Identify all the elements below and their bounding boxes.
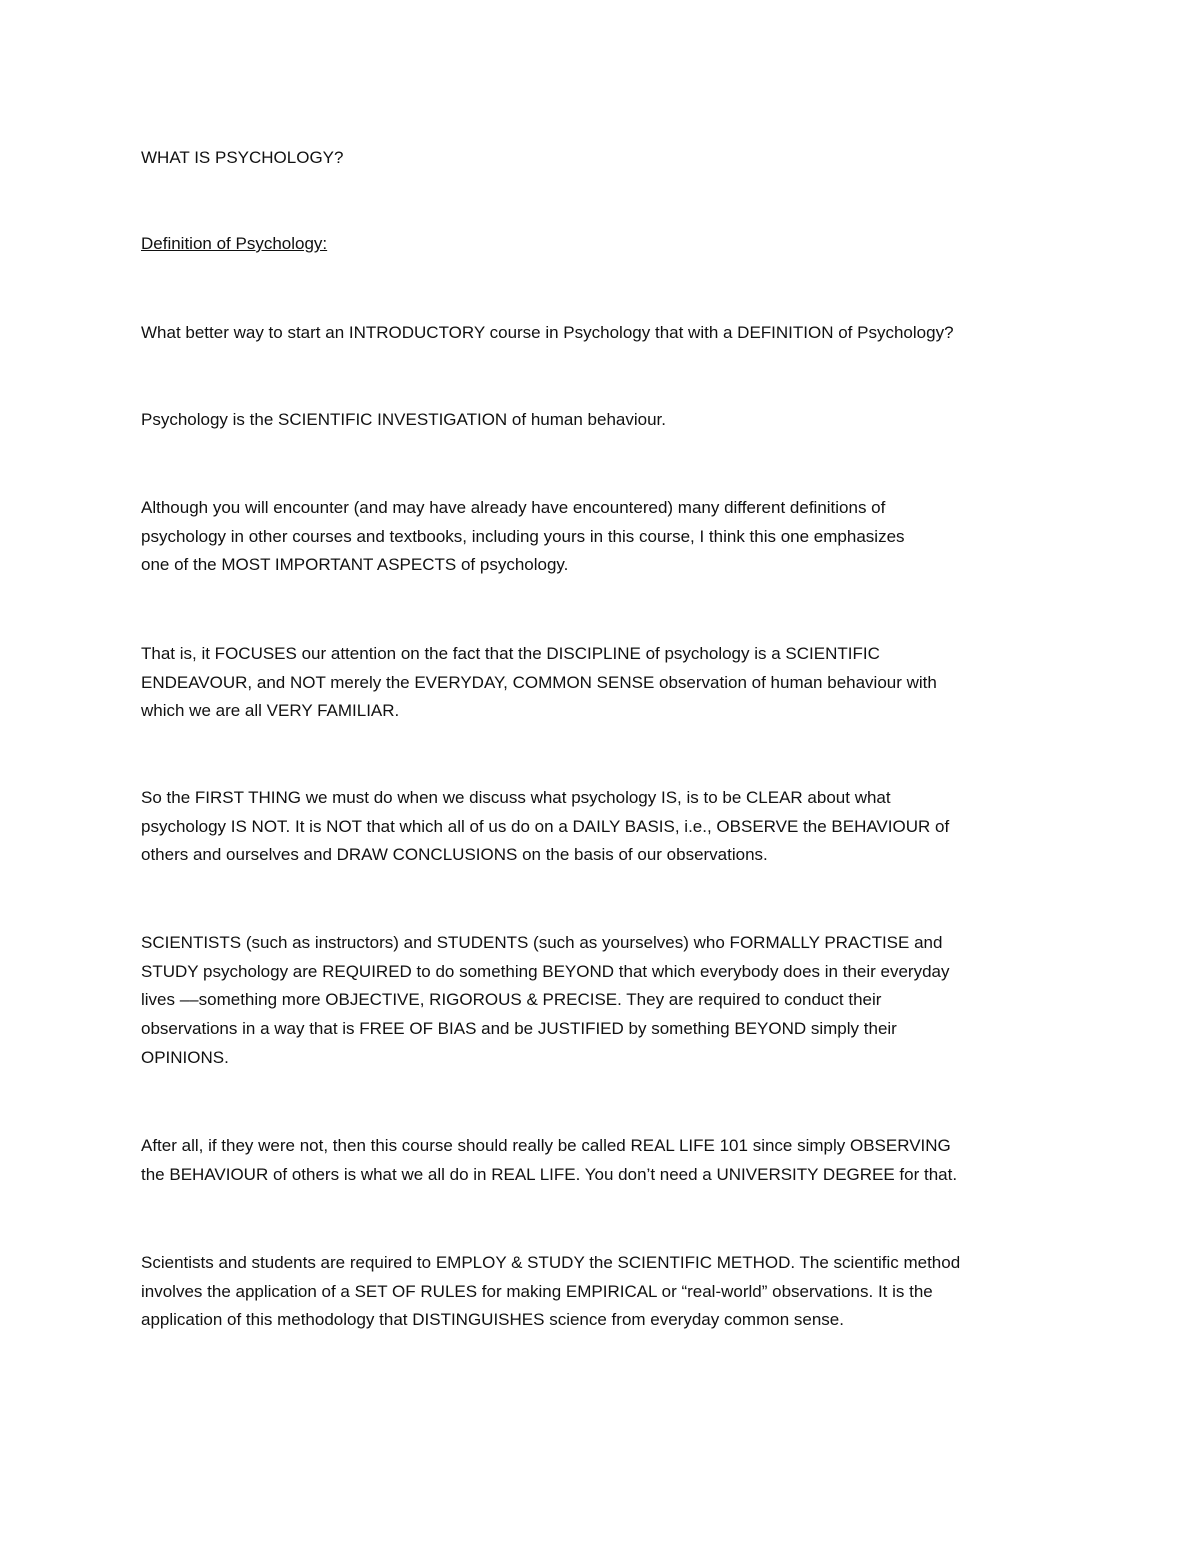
paragraph-line: the BEHAVIOUR of others is what we all do in REAL LIFE. You don’t need a UNIVERSITY DEGREE for that. — [141, 1164, 958, 1184]
document-title: WHAT IS PSYCHOLOGY? — [141, 148, 344, 167]
paragraph-line: ENDEAVOUR, and NOT merely the EVERYDAY, COMMON SENSE observation of human behaviour with — [141, 672, 937, 692]
paragraph — [141, 1132, 957, 1189]
paragraph — [141, 494, 905, 580]
paragraph-line: STUDY psychology are REQUIRED to do something BEYOND that which everybody does in their everyday — [141, 961, 950, 981]
paragraph-line: SCIENTISTS (such as instructors) and STUDENTS (such as yourselves) who FORMALLY PRACTISE and — [141, 933, 943, 952]
paragraph-line: Although you will encounter (and may have already have encountered) many different definitions of — [141, 498, 886, 517]
paragraph — [141, 929, 950, 1073]
paragraph-line: OPINIONS. — [141, 1047, 229, 1067]
paragraph-line: psychology in other courses and textbooks, including yours in this course, I think this one emphasizes — [141, 526, 905, 546]
paragraph-line: application of this methodology that DISTINGUISHES science from everyday common sense. — [141, 1310, 844, 1330]
paragraph-line: others and ourselves and DRAW CONCLUSIONS on the basis of our observations. — [141, 845, 768, 865]
paragraph-line: So the FIRST THING we must do when we discuss what psychology IS, is to be CLEAR about what — [141, 788, 891, 807]
paragraph — [141, 640, 937, 726]
paragraph-line: which we are all VERY FAMILIAR. — [141, 701, 400, 721]
paragraph — [141, 1249, 960, 1335]
paragraph — [141, 784, 949, 870]
paragraph-line: involves the application of a SET OF RULES for making EMPIRICAL or “real-world” observations. It is the — [141, 1281, 933, 1301]
paragraph — [141, 406, 666, 435]
paragraph-line: observations in a way that is FREE OF BIAS and be JUSTIFIED by something BEYOND simply their — [141, 1019, 897, 1039]
paragraph-line: Scientists and students are required to EMPLOY & STUDY the SCIENTIFIC METHOD. The scientific method — [141, 1253, 961, 1272]
paragraph-line: psychology IS NOT. It is NOT that which all of us do on a DAILY BASIS, i.e., OBSERVE the BEHAVIOUR of — [141, 816, 950, 836]
paragraph-line: That is, it FOCUSES our attention on the fact that the DISCIPLINE of psychology is a SCIENTIFIC — [141, 644, 880, 663]
paragraph-line: Psychology is the SCIENTIFIC INVESTIGATION of human behaviour. — [141, 410, 666, 429]
paragraph-line: lives ––something more OBJECTIVE, RIGOROUS & PRECISE. They are required to conduct their — [141, 990, 882, 1010]
paragraph-line: After all, if they were not, then this course should really be called REAL LIFE 101 since simply OBSERVING — [141, 1136, 951, 1155]
paragraph — [141, 319, 954, 348]
paragraph-line: one of the MOST IMPORTANT ASPECTS of psychology. — [141, 555, 569, 575]
section-heading: Definition of Psychology: — [141, 234, 328, 253]
paragraph-line: What better way to start an INTRODUCTORY course in Psychology that with a DEFINITION of Psychology? — [141, 323, 954, 342]
